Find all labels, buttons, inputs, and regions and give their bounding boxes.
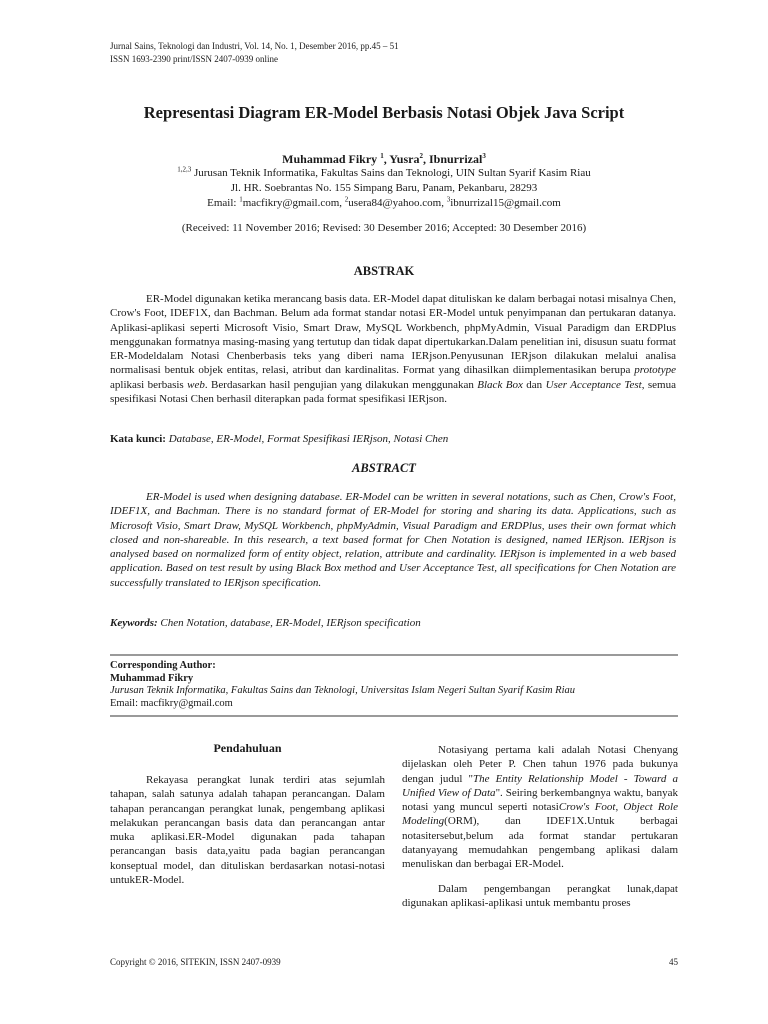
keywords [110, 617, 676, 629]
body-paragraph: Rekayasa perangkat lunak terdiri atas sejumlah tahapan, salah satunya adalah tahapan perancangan. Dalam tahapan perancangan perangkat lunak, pengembang aplikasi melakukan perancangan basis data dan perancangan antar muka aplikasi.ER-Model digunakan pada tahapan perancangan basis data,yaitu pada bagian perancangan konseptual model, dan dituliskan berdasarkan notasi-notasi untukER-Model. [110, 774, 385, 887]
email-link[interactable]: usera84@yahoo.com, [348, 197, 447, 209]
affiliation-dept: $^{1,2,3}$ Jurusan Teknik Informatika, Fakultas Sains dan Teknologi, UIN Sultan Syarif Kasim Riau [177, 165, 591, 179]
running-header [110, 40, 399, 66]
kata-kunci-label: Kata kunci: [110, 433, 166, 445]
keywords-label: Keywords: [110, 617, 158, 629]
body-paragraph: Notasiyang pertama kali adalah Notasi Chenyang dijelaskan oleh Peter P. Chen tahun 1976 pada bukunya dengan judul "The Entity Relationship Model - Toward a Unified View of Data". Seiring berkembangnya waktu, banyak notasi yang muncul seperti notasiCrow's Foot, Object Role Modeling(ORM), dan IDEF1X.Untuk berbagai notasitersebut,belum ada format standar pertukaran datanyayang memudahkan pengembang aplikasi dalam menuliskan dan berbagai ER-Model. [402, 744, 678, 871]
issn-line: ISSN 1693-2390 print/ISSN 2407-0939 online [110, 54, 279, 64]
divider-bottom [110, 715, 678, 717]
copyright-text: Copyright © 2016, SITEKIN, ISSN 2407-0939 [110, 957, 281, 967]
page-footer [110, 957, 678, 967]
author-name: Muhammad Fikry [282, 152, 381, 166]
corresponding-name: Muhammad Fikry [110, 672, 194, 684]
abstrak-heading: ABSTRAK [353, 264, 415, 278]
journal-citation: Jurnal Sains, Teknologi dan Industri, Vol. 14, No. 1, Desember 2016, pp.45 – 51 [110, 41, 399, 51]
email-link[interactable]: macfikry@gmail.com, [242, 197, 345, 209]
paper-title: Representasi Diagram ER-Model Berbasis Notasi Objek Java Script [143, 103, 625, 122]
section-heading: Pendahuluan [213, 741, 282, 755]
corresponding-author [110, 660, 676, 710]
affiliation-address: Jl. HR. Soebrantas No. 155 Simpang Baru, Panam, Pekanbaru, 28293 [230, 182, 538, 194]
divider-top [110, 654, 678, 656]
abstract-heading: ABSTRACT [352, 461, 416, 475]
author-line [60, 152, 708, 167]
kata-kunci [110, 433, 676, 445]
affiliation-emails: Email: $^1$macfikry@gmail.com, $^2$usera84@yahoo.com, $^3$ibnurrizal15@gmail.com [207, 195, 561, 209]
kata-kunci-value: Database, ER-Model, Format Spesifikasi IERjson, Notasi Chen [165, 433, 449, 445]
corresponding-email: Email: macfikry@gmail.com [110, 697, 233, 709]
corresponding-label: Corresponding Author: [110, 660, 216, 671]
abstract-paragraph: ER-Model is used when designing database. ER-Model can be written in several notations, such as Chen, Crow's Foot, IDEF1X, and Bachman. There is no standard format of ER-Model for storing and sharing its data. Applications, such as Microsoft Visio, Smart Draw, MySQL Workbench, phpMyAdmin, Visual Paradigm and ERDPlus, uses their own format which closed and non-shareable. In this research, a text based format for Chen Notation is designed, named IERjson. IERjson is analysed based on normalized form of entity object, relation, attribute and cardinality. IERjson is implemented in a web based application. Based on test result by using Black Box method and User Acceptance Test, all specifications for Chen Notation are successfully translated to IERjson specification. [110, 491, 676, 589]
author-marker: 3 [482, 152, 486, 160]
submission-dates: (Received: 11 November 2016; Revised: 30 Desember 2016; Accepted: 30 Desember 2016) [181, 222, 587, 234]
author-marker: 2 [419, 152, 423, 160]
page-number: 45 [669, 957, 678, 967]
author-marker: 1 [380, 152, 384, 160]
affiliation-block [60, 166, 708, 211]
author-name: , Ibnurrizal [422, 152, 483, 166]
abstrak-paragraph: ER-Model digunakan ketika merancang basis data. ER-Model dapat dituliskan ke dalam berbagai notasi misalnya Chen, Crow's Foot, IDEF1X, dan Bachman. Belum ada format standar notasi ER-Model untuk penyimpanan dan pertukaran datanya. Aplikasi-aplikasi seperti Microsoft Visio, Smart Draw, MySQL Workbench, phpMyAdmin, Visual Paradigm dan ERDPlus menggunakan formatnya masing-masing yang tertutup dan tidak dapat dipertukarkan.Dalam penelitian ini, disusun suatu format ER-Modeldalam Notasi Chenberbasis teks yang diberi nama IERjson.Penyusunan IERjson dilakukan melalui analisa normalisasi bentuk objek entitas, relasi, atribut dan kardinalitas. Format yang dihasilkan diimplementasikan berupa prototype aplikasi berbasis web. Berdasarkan hasil pengujian yang dilakukan menggunakan Black Box dan User Acceptance Test, semua spesifikasi Notasi Chen berhasil diterapkan pada format spesifikasi IERjson. [110, 293, 676, 406]
corresponding-affiliation: Jurusan Teknik Informatika, Fakultas Sains dan Teknologi, Universitas Islam Negeri Sultan Syarif Kasim Riau [110, 685, 575, 696]
affiliation-marker: 1,2,3 [177, 165, 192, 174]
body-paragraph: Dalam pengembangan perangkat lunak,dapat digunakan aplikasi-aplikasi untuk membantu proses [402, 883, 678, 910]
email-link[interactable]: ibnurrizal15@gmail.com [450, 197, 561, 209]
author-name: , Yusra [383, 152, 420, 166]
keywords-value: Chen Notation, database, ER-Model, IERjson specification [157, 617, 421, 629]
